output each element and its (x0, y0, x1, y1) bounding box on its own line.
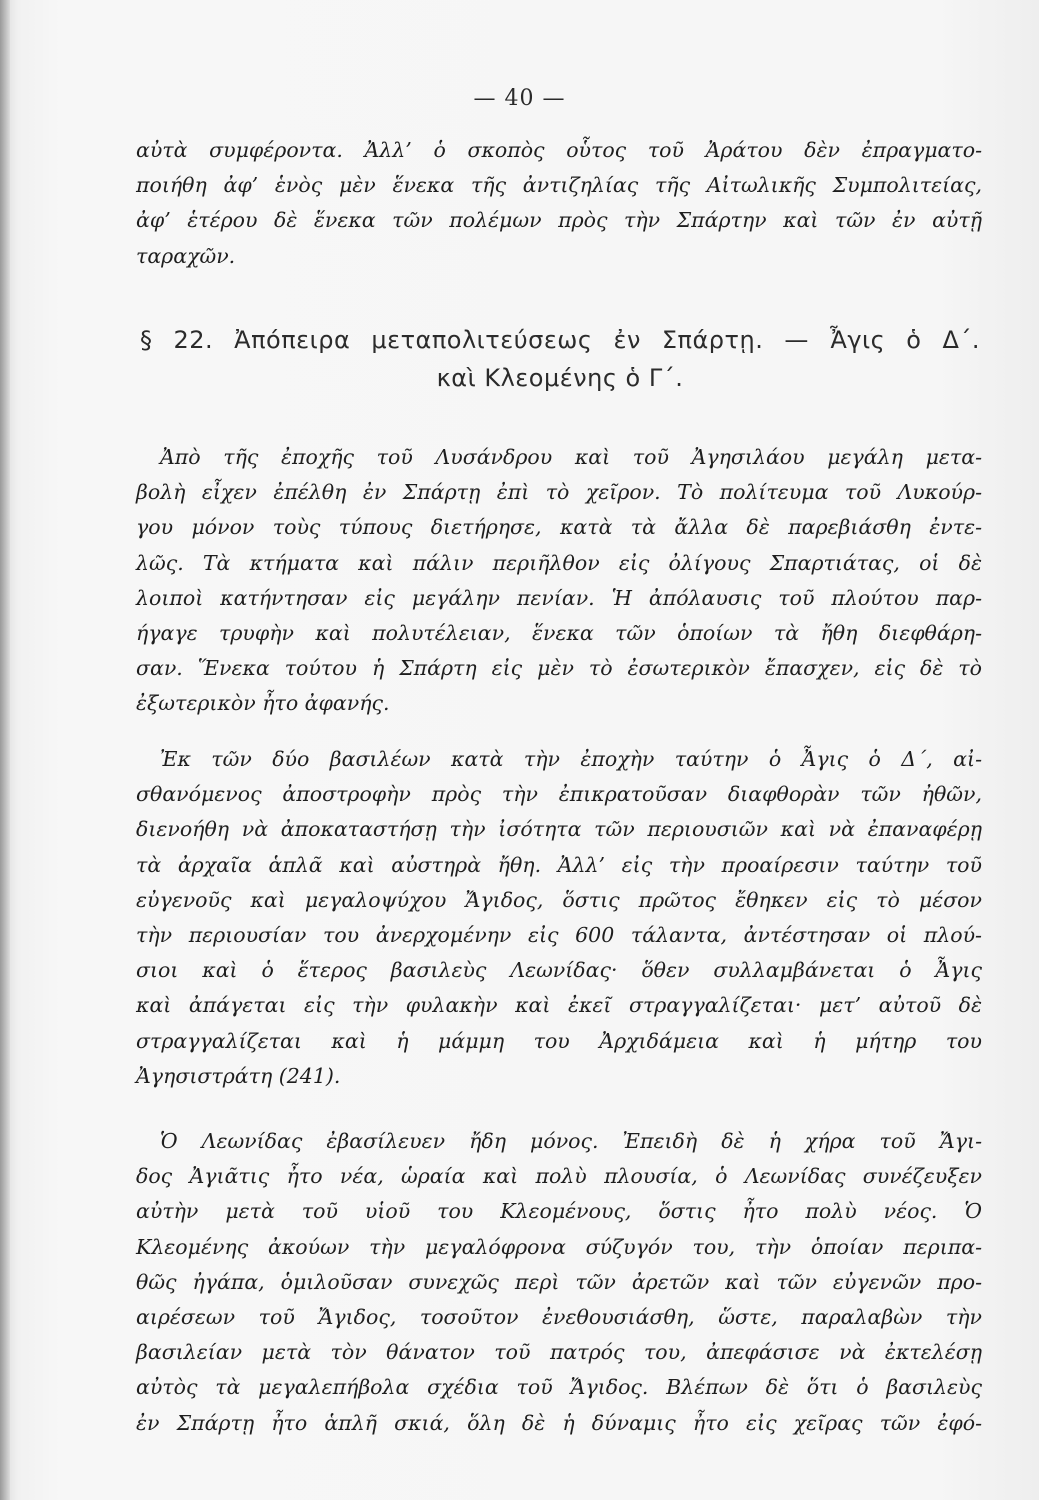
text-line: αιρέσεων τοῦ Ἄγιδος, τοσοῦτον ἐνεθουσιάσθη, ὥστε, παραλαβὼν τὴν (136, 1304, 982, 1329)
text-line: καὶ ἀπάγεται εἰς τὴν φυλακὴν καὶ ἐκεῖ στραγγαλίζεται· μετ’ αὐτοῦ δὲ (136, 993, 982, 1018)
text-line: θῶς ἠγάπα, ὁμιλοῦσαν συνεχῶς περὶ τῶν ἀρετῶν καὶ τῶν εὐγενῶν προ- (136, 1269, 982, 1294)
text-line: εὐγενοῦς καὶ μεγαλοψύχου Ἄγιδος, ὅστις πρῶτος ἔθηκεν εἰς τὸ μέσον (136, 887, 982, 912)
text-line: Ἐκ τῶν δύο βασιλέων κατὰ τὴν ἐποχὴν ταύτην ὁ Ἆγις ὁ Δ΄, αἰ- (160, 747, 982, 771)
heading-line: καὶ Κλεομένης ὁ Γ΄. (436, 364, 684, 392)
text-line: Ὁ Λεωνίδας ἐβασίλευεν ἤδη μόνος. Ἐπειδὴ δὲ ἡ χήρα τοῦ Ἄγι- (160, 1129, 982, 1153)
section-heading (140, 321, 980, 397)
text-line: αὐτὸς τὰ μεγαλεπήβολα σχέδια τοῦ Ἄγιδος. Βλέπων δὲ ὅτι ὁ βασιλεὺς (136, 1375, 982, 1400)
text-line: ήγαγε τρυφὴν καὶ πολυτέλειαν, ἕνεκα τῶν ὁποίων τὰ ἤθη διεφθάρη- (136, 620, 982, 645)
text-line: σθανόμενος ἀποστροφὴν πρὸς τὴν ἐπικρατοῦσαν διαφθορὰν τῶν ἠθῶν, (136, 782, 982, 807)
text-line: αὐτὴν μετὰ τοῦ υἱοῦ του Κλεομένους, ὅστις ἦτο πολὺ νέος. Ὁ (136, 1199, 982, 1224)
paragraph-2 (136, 440, 982, 722)
text-line: διενοήθη νὰ ἀποκαταστήσῃ τὴν ἰσότητα τῶν περιουσιῶν καὶ νὰ ἐπαναφέρῃ (136, 817, 982, 842)
paragraph-1 (136, 133, 982, 274)
text-line: αὐτὰ συμφέροντα. Ἀλλ’ ὁ σκοπὸς οὗτος τοῦ Ἀράτου δὲν ἐπραγματο- (136, 138, 982, 162)
page-number: — 40 — (473, 86, 566, 111)
text-line: στραγγαλίζεται καὶ ἡ μάμμη του Ἀρχιδάμεια καὶ ἡ μήτηρ του (136, 1028, 982, 1053)
text-line: λῶς. Τὰ κτήματα καὶ πάλιν περιῆλθον εἰς ὀλίγους Σπαρτιάτας, οἱ δὲ (136, 550, 982, 575)
text-line: Ἀπὸ τῆς ἐποχῆς τοῦ Λυσάνδρου καὶ τοῦ Ἀγησιλάου μεγάλη μετα- (160, 445, 982, 469)
text-line: λοιποὶ κατήντησαν εἰς μεγάλην πενίαν. Ἡ ἀπόλαυσις τοῦ πλούτου παρ- (136, 585, 982, 610)
paragraph-3 (136, 742, 982, 1094)
text-line: Κλεομένης ἀκούων τὴν μεγαλόφρονα σύζυγόν του, τὴν ὁποίαν περιπα- (136, 1234, 982, 1259)
text-line: σιοι καὶ ὁ ἕτερος βασιλεὺς Λεωνίδας· ὅθεν συλλαμβάνεται ὁ Ἆγις (136, 958, 982, 983)
text-line: τὰ ἀρχαῖα ἁπλᾶ καὶ αὐστηρὰ ἤθη. Ἀλλ’ εἰς τὴν προαίρεσιν ταύτην τοῦ (136, 852, 982, 877)
text-line: γου μόνον τοὺς τύπους διετήρησε, κατὰ τὰ ἄλλα δὲ παρεβιάσθη ἐντε- (136, 515, 982, 540)
text-line: ἐν Σπάρτῃ ἦτο ἁπλῆ σκιά, ὅλη δὲ ἡ δύναμις ἦτο εἰς χεῖρας τῶν ἐφό- (136, 1410, 982, 1435)
text-line: τὴν περιουσίαν του ἀνερχομένην εἰς 600 τάλαντα, ἀντέστησαν οἱ πλού- (136, 922, 982, 947)
text-line: ταραχῶν. (136, 243, 236, 268)
text-line: Ἀγησιστράτη (241). (136, 1063, 341, 1088)
text-line: βολὴ εἶχεν ἐπέλθη ἐν Σπάρτῃ ἐπὶ τὸ χεῖρον. Τὸ πολίτευμα τοῦ Λυκούρ- (136, 480, 982, 505)
text-line: ἐξωτερικὸν ἦτο ἀφανής. (136, 691, 390, 716)
text-line: ἀφ’ ἑτέρου δὲ ἕνεκα τῶν πολέμων πρὸς τὴν Σπάρτην καὶ τῶν ἐν αὐτῇ (136, 208, 982, 233)
page-spine-shadow (0, 0, 10, 1500)
text-line: ποιήθη ἀφ’ ἑνὸς μὲν ἕνεκα τῆς ἀντιζηλίας τῆς Αἰτωλικῆς Συμπολιτείας, (136, 173, 982, 198)
text-line: βασιλείαν μετὰ τὸν θάνατον τοῦ πατρός του, ἀπεφάσισε νὰ ἐκτελέσῃ (136, 1340, 982, 1365)
heading-line: § 22. Ἀπόπειρα μεταπολιτεύσεως ἐν Σπάρτῃ. — Ἆγις ὁ Δ΄. (140, 326, 980, 354)
paragraph-4 (136, 1124, 982, 1441)
text-line: σαν. Ἕνεκα τούτου ἡ Σπάρτη εἰς μὲν τὸ ἐσωτερικὸν ἔπασχεν, εἰς δὲ τὸ (136, 656, 982, 681)
text-line: δος Ἀγιᾶτις ἦτο νέα, ὡραία καὶ πολὺ πλουσία, ὁ Λεωνίδας συνέζευξεν (136, 1164, 982, 1189)
